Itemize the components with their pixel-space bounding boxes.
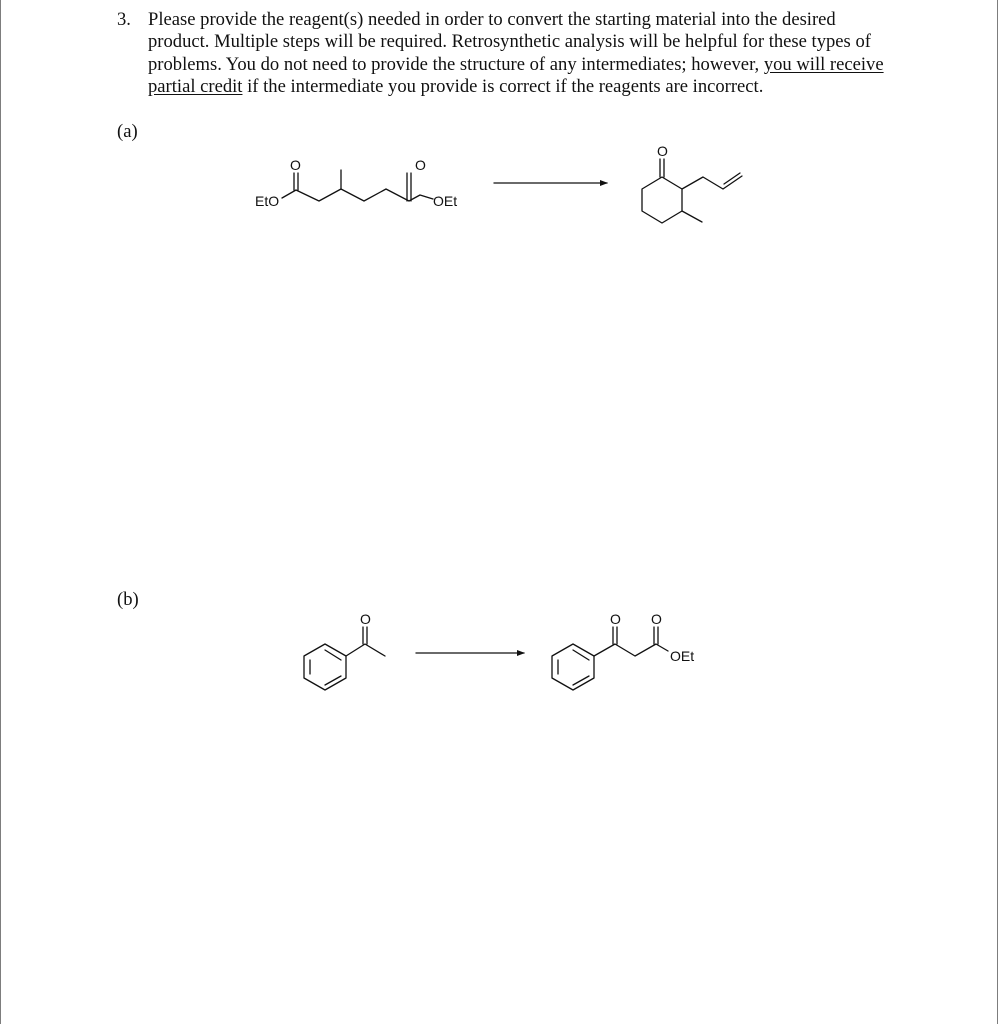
reaction-schemes <box>1 0 998 1024</box>
part-b-starting-material <box>304 611 385 690</box>
part-b-product <box>552 611 694 690</box>
oet-label: OEt <box>433 193 458 209</box>
part-a-product <box>642 143 742 223</box>
product-b-carbonyl-1 <box>613 627 617 644</box>
start-b-carbonyl-o: O <box>360 611 371 627</box>
carbonyl-o-2: O <box>415 157 426 173</box>
eto-label: EtO <box>255 193 280 209</box>
product-b-oet-label: OEt <box>670 648 695 664</box>
question-text-end: if the intermediate you provide is correct if the reagents are incorrect. <box>242 76 764 98</box>
start-b-chain <box>346 644 385 656</box>
product-b-carbonyl-o-2: O <box>651 611 662 627</box>
carbonyl-o-1: O <box>290 157 301 173</box>
product-a-carbonyl <box>660 159 664 177</box>
product-b-carbonyl-o-1: O <box>610 611 621 627</box>
product-a-methyl <box>682 211 702 222</box>
start-a-carbonyl-2 <box>407 173 411 201</box>
start-b-benzene-inner <box>310 650 341 685</box>
part-a-starting-material <box>255 157 457 209</box>
question-text-underlined: you will receive partial credit <box>148 53 884 98</box>
question-text-main: Please provide the reagent(s) needed in order to convert the starting material into the desired product. Multiple steps will be required. Retrosynthetic analysis will be helpful for these types of problems. You do not need to provide the structure of any intermediates; however, <box>148 9 871 75</box>
part-b-label: (b) <box>117 589 139 610</box>
question-number: 3. <box>117 9 131 30</box>
product-a-carbonyl-o: O <box>657 143 668 159</box>
product-b-benzene-inner <box>558 650 589 685</box>
part-a-label: (a) <box>117 121 138 142</box>
product-b-chain <box>594 644 668 656</box>
product-a-ring <box>642 177 682 223</box>
start-a-carbonyl-1 <box>294 173 298 190</box>
product-b-carbonyl-2 <box>654 627 658 644</box>
start-b-carbonyl <box>363 627 367 644</box>
